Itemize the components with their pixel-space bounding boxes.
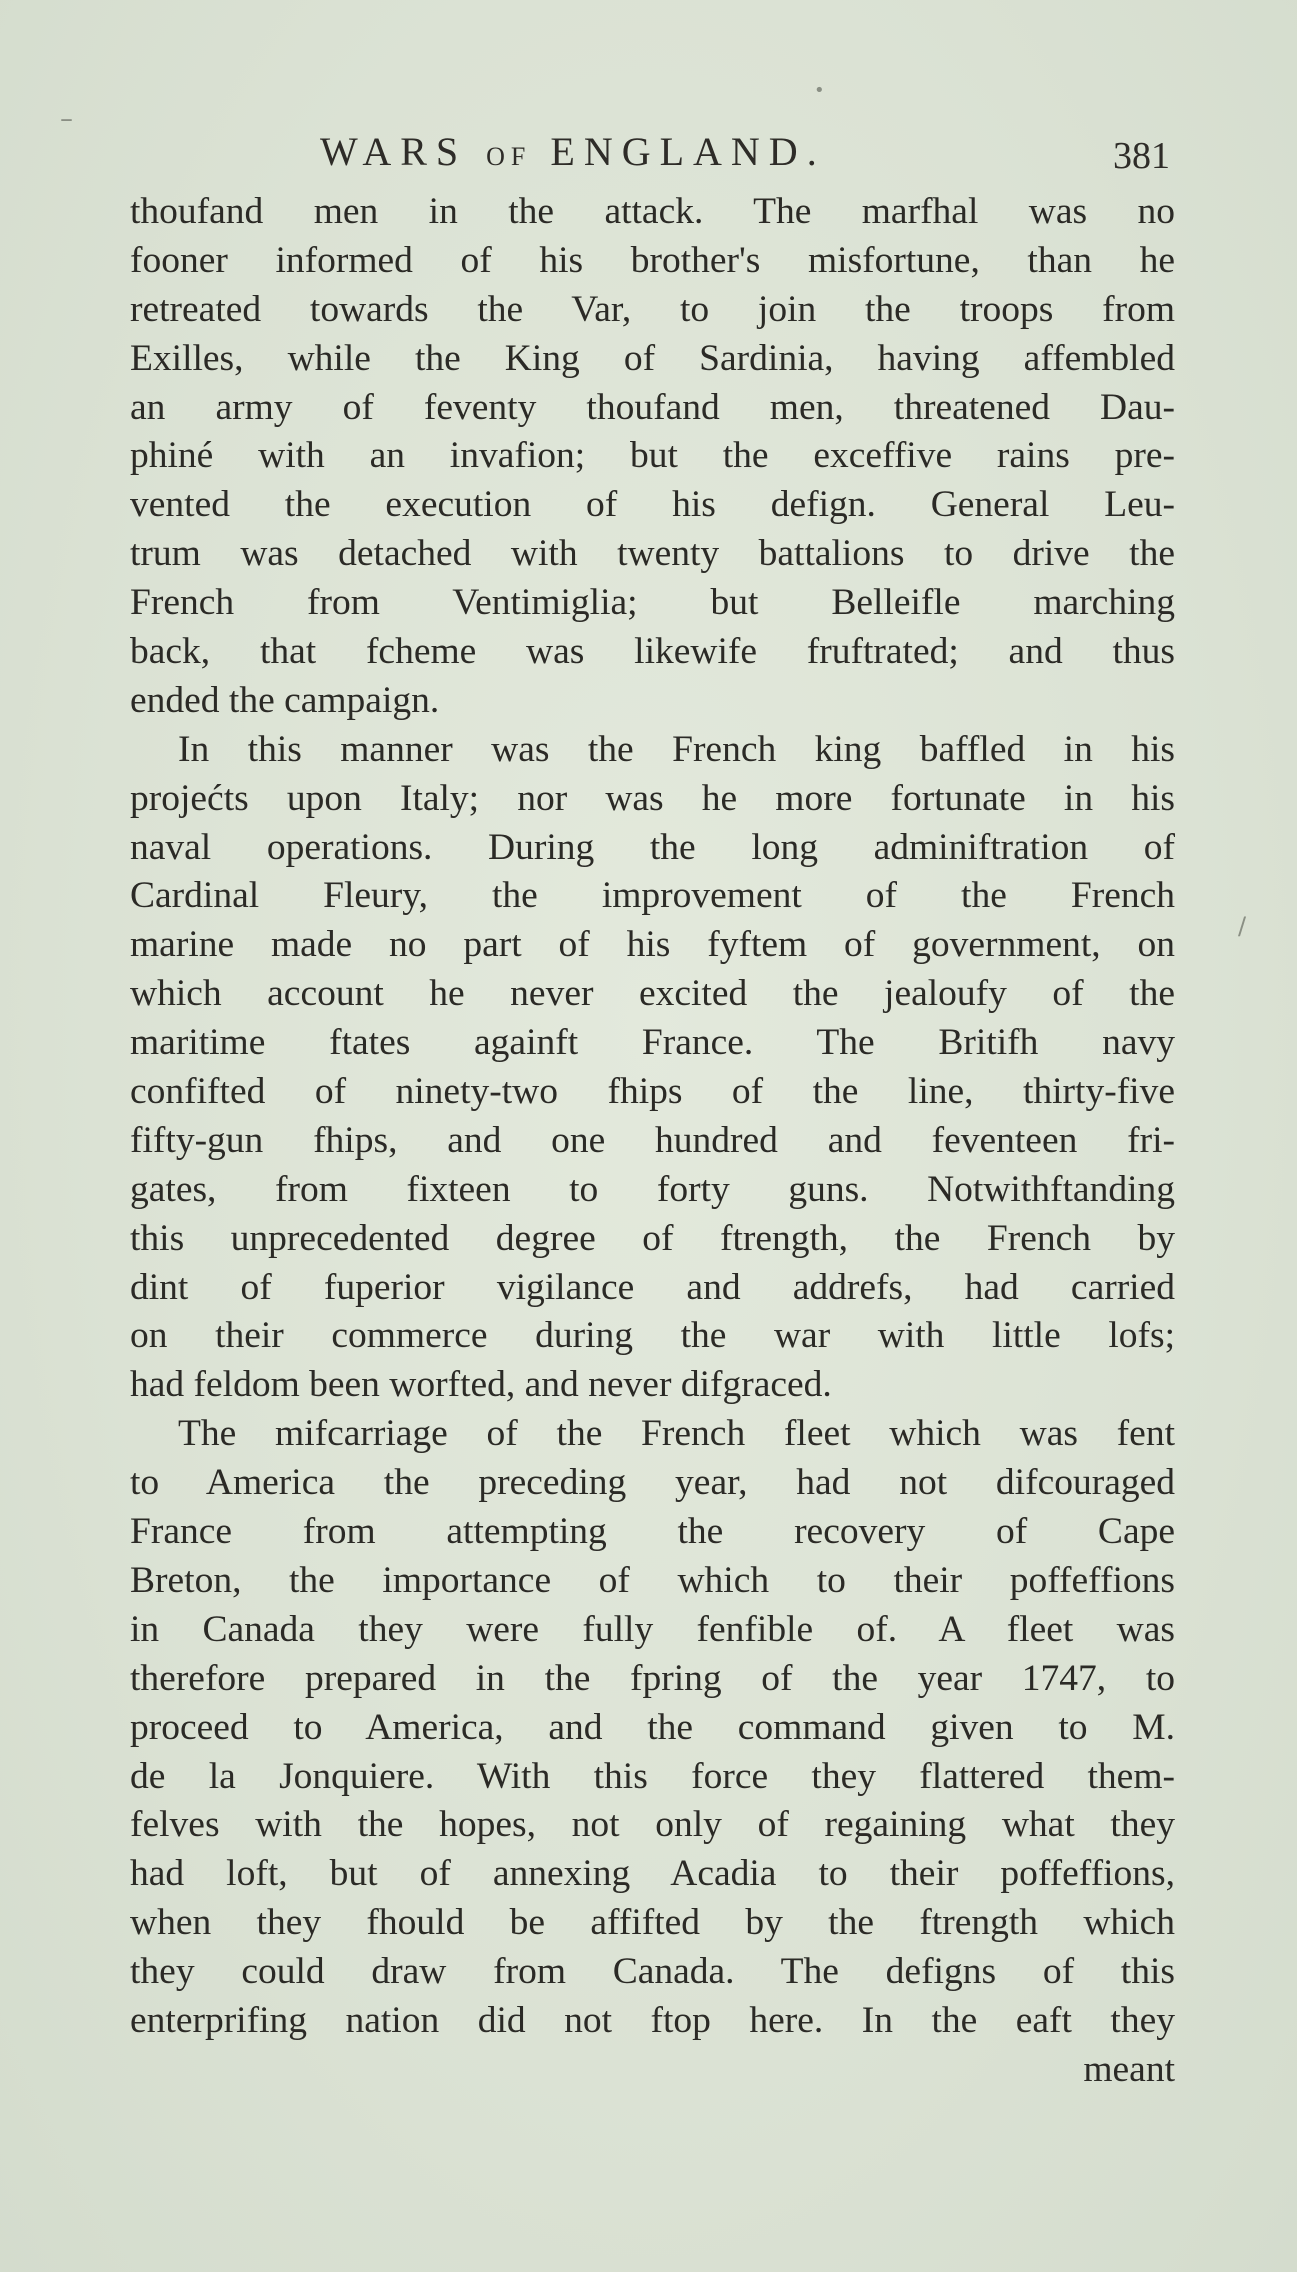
- running-title-main: ENGLAND.: [550, 129, 826, 174]
- running-title: [320, 128, 826, 175]
- text-line: maritime ftates againft France. The Britifh navy: [130, 1022, 1175, 1064]
- text-line: gates, from fixteen to forty guns. Notwithftanding: [130, 1168, 1175, 1210]
- text-line: fifty-gun fhips, and one hundred and feventeen fri-: [130, 1119, 1175, 1161]
- text-line: dint of fuperior vigilance and addrefs, had carried: [130, 1266, 1175, 1308]
- text-line: enterprifing nation did not ftop here. In the eaft they: [130, 1999, 1175, 2041]
- text-line: on their commerce during the war with little lofs;: [130, 1315, 1175, 1357]
- margin-mark: •: [814, 80, 825, 101]
- catchword: meant: [1083, 2048, 1175, 2090]
- text-line: felves with the hopes, not only of regaining what they: [130, 1804, 1175, 1846]
- text-line: this unprecedented degree of ftrength, the French by: [130, 1217, 1175, 1259]
- text-line: fooner informed of his brother's misfortune, than he: [130, 239, 1175, 281]
- text-line: France from attempting the recovery of Cape: [130, 1511, 1175, 1553]
- text-line: de la Jonquiere. With this force they flattered them-: [130, 1755, 1175, 1797]
- running-header: [130, 128, 1170, 188]
- text-line: ended the campaign.: [130, 679, 440, 721]
- text-line: had loft, but of annexing Acadia to their poffeffions,: [130, 1853, 1175, 1895]
- text-line: naval operations. During the long adminiftration of: [130, 826, 1175, 868]
- page-number: 381: [1113, 135, 1170, 177]
- body-text: [130, 188, 1175, 2095]
- text-line: confifted of ninety-two fhips of the line, thirty-five: [130, 1071, 1175, 1113]
- text-line: proceed to America, and the command given to M.: [130, 1706, 1175, 1748]
- text-line: marine made no part of his fyftem of government, on: [130, 924, 1175, 966]
- text-line: thoufand men in the attack. The marfhal was no: [130, 191, 1175, 232]
- text-line: when they fhould be affifted by the ftrength which: [130, 1902, 1175, 1944]
- text-line: an army of feventy thoufand men, threatened Dau-: [130, 386, 1175, 428]
- running-title-small: OF: [486, 142, 532, 171]
- text-line: Cardinal Fleury, the improvement of the French: [130, 875, 1175, 917]
- text-line: phiné with an invafion; but the exceffive rains pre-: [130, 435, 1175, 477]
- text-line: therefore prepared in the fpring of the year 1747, to: [130, 1657, 1175, 1699]
- text-line: French from Ventimiglia; but Belleifle marching: [130, 582, 1175, 624]
- text-line: had feldom been worfted, and never difgraced.: [130, 1364, 832, 1406]
- running-title-main: WARS: [320, 129, 468, 174]
- text-line: In this manner was the French king baffled in his: [178, 728, 1175, 770]
- text-line: retreated towards the Var, to join the troops from: [130, 288, 1175, 330]
- text-line: which account he never excited the jealoufy of the: [130, 973, 1175, 1015]
- text-line: back, that fcheme was likewife fruftrated; and thus: [130, 631, 1175, 673]
- text-line: projećts upon Italy; nor was he more fortunate in his: [130, 777, 1175, 819]
- text-line: vented the execution of his defign. General Leu-: [130, 484, 1175, 526]
- text-line: in Canada they were fully fenfible of. A fleet was: [130, 1608, 1175, 1650]
- text-line: to America the preceding year, had not difcouraged: [130, 1462, 1175, 1504]
- margin-mark: /: [1238, 912, 1247, 940]
- text-line: The mifcarriage of the French fleet which was fent: [178, 1413, 1175, 1455]
- text-line: Breton, the importance of which to their poffeffions: [130, 1559, 1175, 1601]
- text-line: Exilles, while the King of Sardinia, having affembled: [130, 337, 1175, 379]
- text-line: they could draw from Canada. The defigns of this: [130, 1951, 1175, 1993]
- margin-mark: –: [60, 104, 73, 134]
- text-line: trum was detached with twenty battalions to drive the: [130, 533, 1175, 575]
